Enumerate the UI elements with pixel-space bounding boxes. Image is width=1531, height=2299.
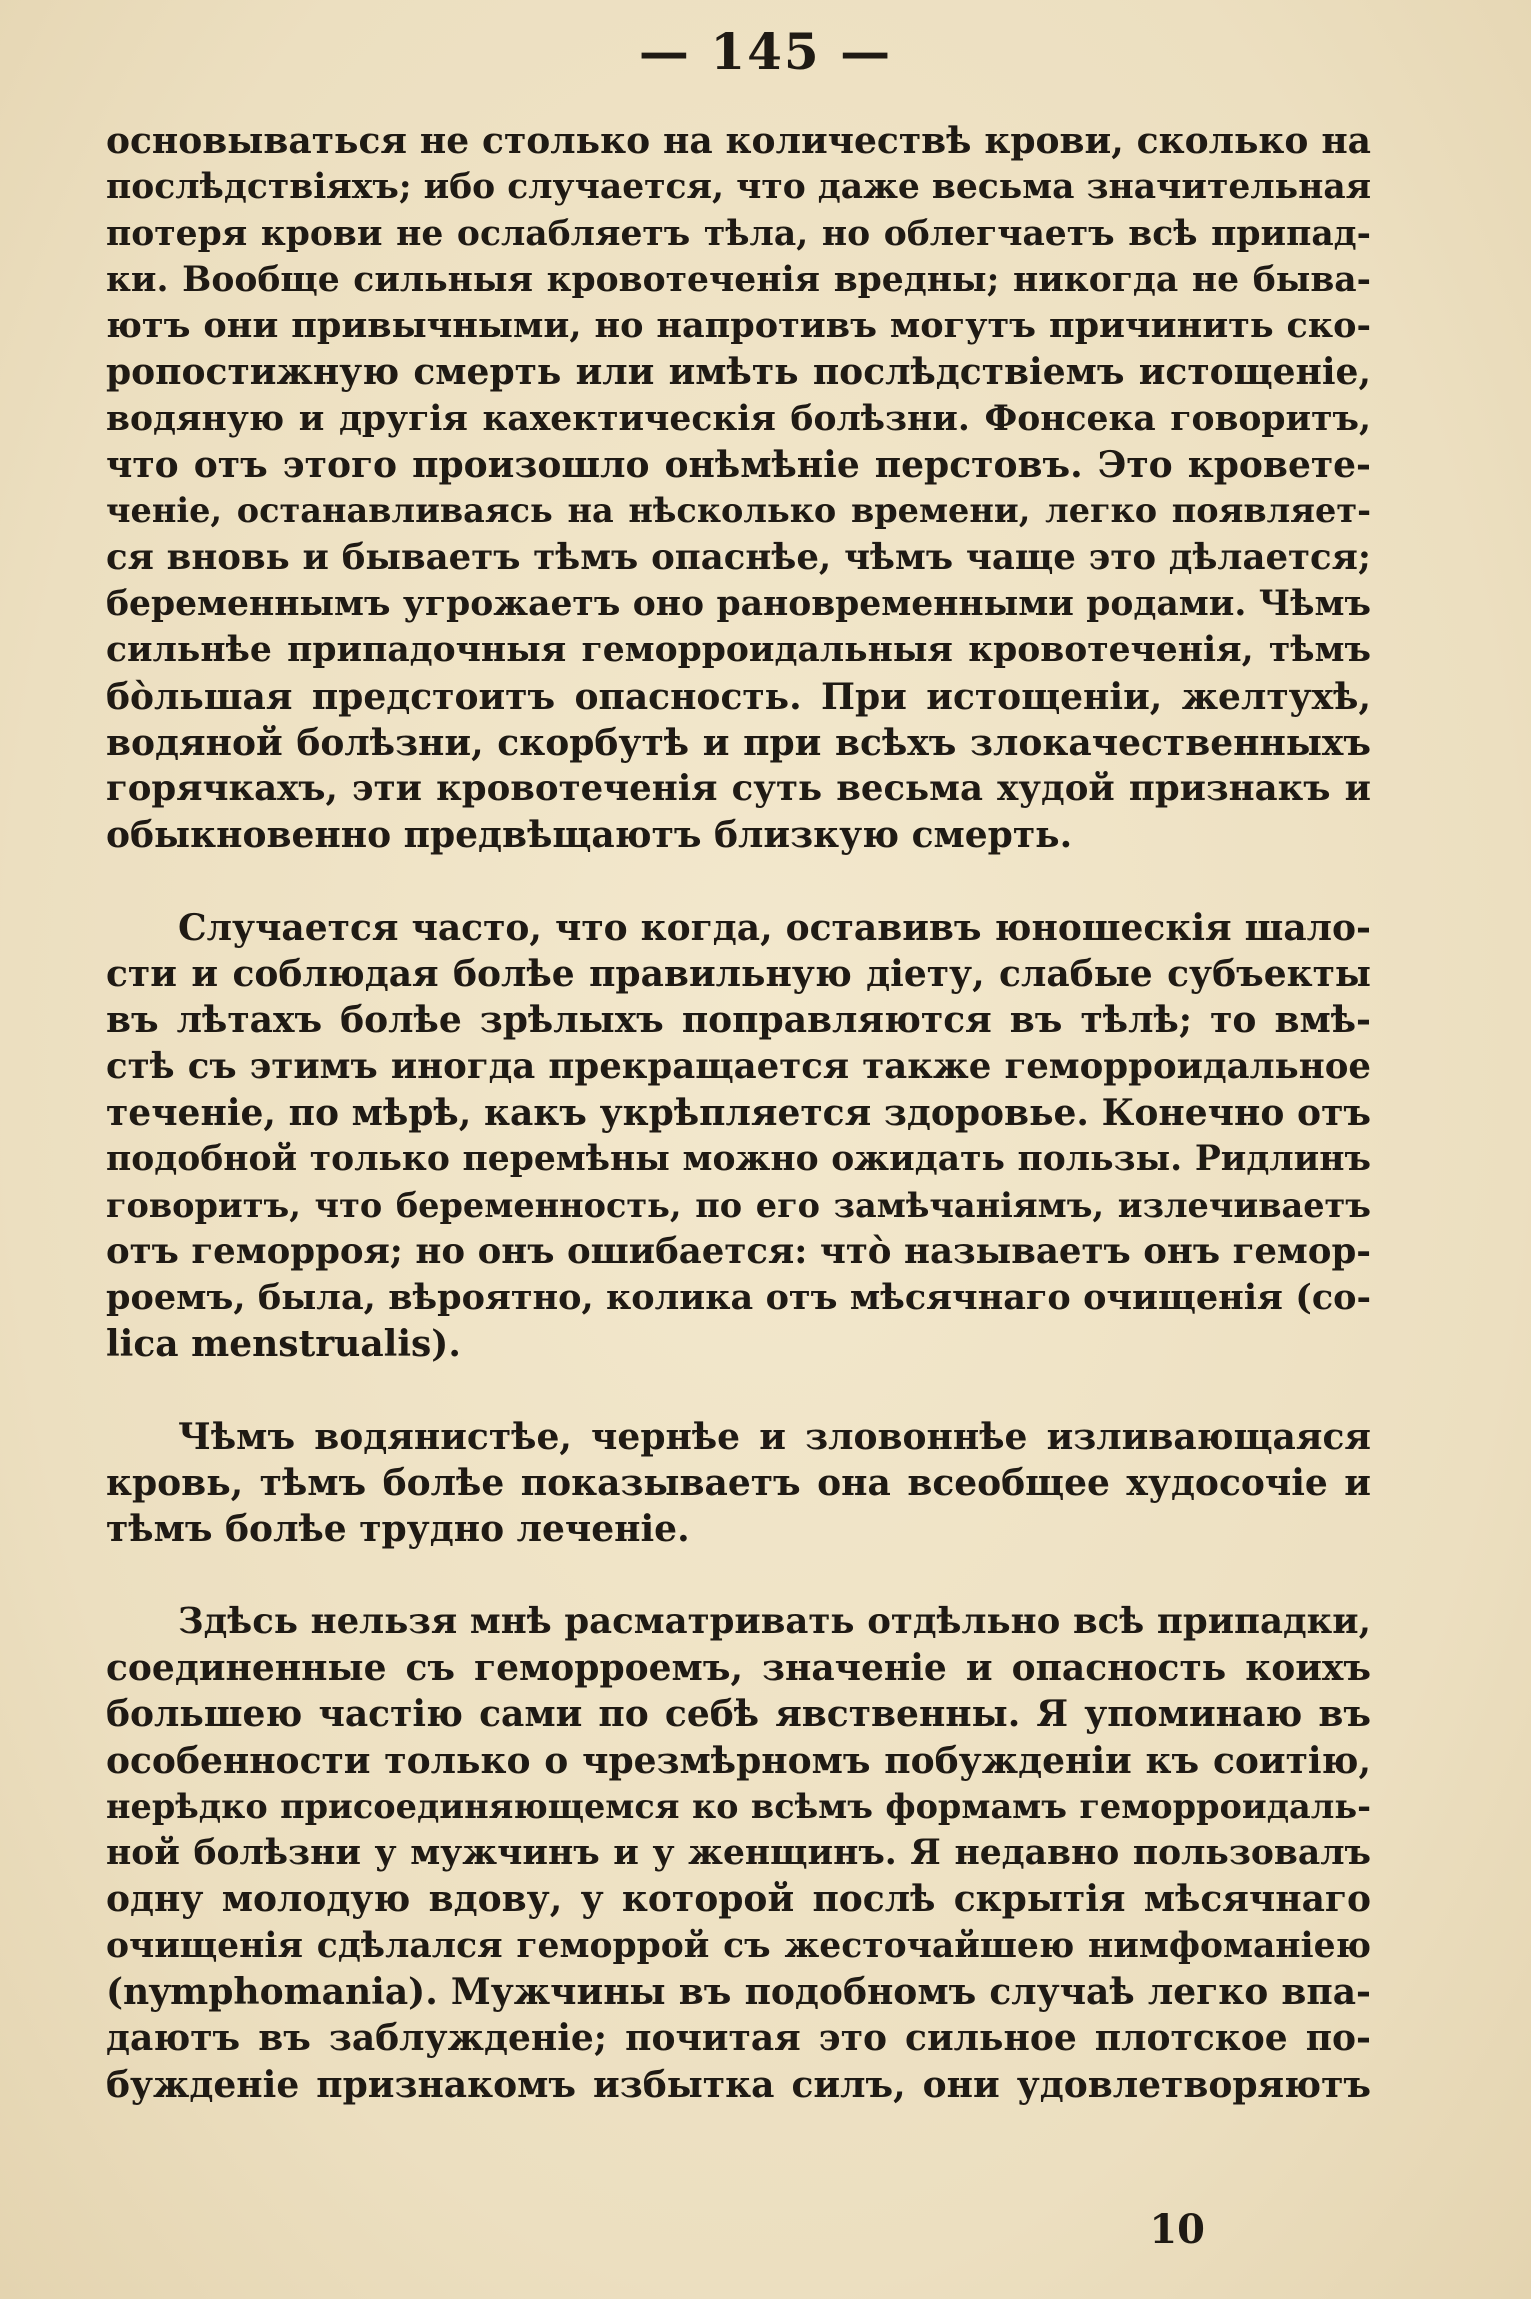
- text-line: ной болѣзни у мужчинъ и у женщинъ. Я недавно пользовалъ: [106, 1833, 1371, 1874]
- text-line: водяную и другія кахектическія болѣзни. Фонсека говоритъ,: [106, 398, 1371, 439]
- text-line: Случается часто, что когда, оставивъ юношескія шало-: [178, 906, 1371, 949]
- text-line: водяной болѣзни, скорбутѣ и при всѣхъ злокачественныхъ: [106, 721, 1371, 764]
- text-line: lica menstrualis).: [106, 1323, 461, 1366]
- page-number: — 145 —: [638, 22, 893, 81]
- text-line: говоритъ, что беременность, по его замѣчаніямъ, излечиваетъ: [106, 1185, 1371, 1225]
- text-line: бо̀льшая предстоитъ опасность. При истощеніи, желтухѣ,: [106, 675, 1371, 718]
- paragraph-gap: [106, 859, 1371, 905]
- text-line: очищенія сдѣлался геморрой съ жесточайшею нимфоманіею: [106, 1925, 1371, 1966]
- text-line: ся вновь и бываетъ тѣмъ опаснѣе, чѣмъ чаще это дѣлается;: [106, 536, 1371, 578]
- text-line: сти и соблюдая болѣе правильную діету, слабые субъекты: [106, 953, 1371, 996]
- text-line: стѣ съ этимъ иногда прекращается также геморроидальное: [106, 1045, 1371, 1087]
- text-line: даютъ въ заблужденіе; почитая это сильное плотское по-: [106, 2017, 1371, 2060]
- signature-mark: 10: [1149, 2206, 1205, 2253]
- text-line: основываться не столько на количествѣ крови, сколько на: [106, 120, 1371, 162]
- text-line: теченіе, по мѣрѣ, какъ укрѣпляется здоровье. Конечно отъ: [106, 1091, 1371, 1134]
- text-line: потеря крови не ослабляетъ тѣла, но облегчаетъ всѣ припад-: [106, 213, 1371, 254]
- text-line: отъ геморроя; но онъ ошибается: что̀ называетъ онъ гемор-: [106, 1230, 1371, 1272]
- text-line: ропостижную смерть или имѣть послѣдствіемъ истощеніе,: [106, 351, 1371, 394]
- text-line: ки. Вообще сильныя кровотеченія вредны; никогда не быва-: [106, 259, 1371, 300]
- text-line: беременнымъ угрожаетъ оно рановременными родами. Чѣмъ: [106, 583, 1371, 624]
- text-line: соединенные съ геморроемъ, значеніе и опасность коихъ: [106, 1646, 1371, 1689]
- paragraph-gap: [106, 1368, 1371, 1414]
- paragraph-2: [106, 905, 1371, 1368]
- text-line: послѣдствіяхъ; ибо случается, что даже весьма значительная: [106, 167, 1371, 208]
- text-line: Здѣсь нельзя мнѣ расматривать отдѣльно всѣ припадки,: [178, 1600, 1371, 1642]
- text-line: въ лѣтахъ болѣе зрѣлыхъ поправляются въ тѣлѣ; то вмѣ-: [106, 999, 1371, 1042]
- text-line: сильнѣе припадочныя геморроидальныя кровотеченія, тѣмъ: [106, 630, 1371, 671]
- text-line: что отъ этого произошло онѣмѣніе перстовъ. Это кровете-: [106, 444, 1371, 487]
- text-line: тѣмъ болѣе трудно леченіе.: [106, 1508, 690, 1551]
- text-line: горячкахъ, эти кровотеченія суть весьма худой признакъ и: [106, 768, 1371, 810]
- body-text: [106, 118, 1371, 2108]
- paragraph-1: [106, 118, 1371, 859]
- text-line: ченіе, останавливаясь на нѣсколько времени, легко появляет-: [106, 491, 1371, 531]
- paragraph-4: [106, 1599, 1371, 2108]
- text-line: (nymphomania). Мужчины въ подобномъ случаѣ легко впа-: [106, 1970, 1371, 2013]
- text-line: особенности только о чрезмѣрномъ побужденіи къ соитію,: [106, 1739, 1371, 1782]
- paragraph-3: [106, 1414, 1371, 1553]
- paragraph-gap: [106, 1553, 1371, 1599]
- text-line: одну молодую вдову, у которой послѣ скрытія мѣсячнаго: [106, 1878, 1371, 1921]
- text-line: ютъ они привычными, но напротивъ могутъ причинить ско-: [106, 305, 1371, 347]
- text-line: большею частію сами по себѣ явственны. Я упоминаю въ: [106, 1693, 1371, 1736]
- text-line: бужденіе признакомъ избытка силъ, они удовлетворяютъ: [106, 2063, 1371, 2106]
- text-line: Чѣмъ водянистѣе, чернѣе и зловоннѣе изливающаяся: [178, 1415, 1371, 1458]
- text-line: кровь, тѣмъ болѣе показываетъ она всеобщее худосочіе и: [106, 1462, 1371, 1505]
- text-line: нерѣдко присоединяющемся ко всѣмъ формамъ геморроидаль-: [106, 1786, 1371, 1826]
- text-line: подобной только перемѣны можно ожидать пользы. Ридлинъ: [106, 1139, 1371, 1180]
- text-line: обыкновенно предвѣщаютъ близкую смерть.: [106, 814, 1073, 857]
- text-line: роемъ, была, вѣроятно, колика отъ мѣсячнаго очищенія (co-: [106, 1277, 1371, 1319]
